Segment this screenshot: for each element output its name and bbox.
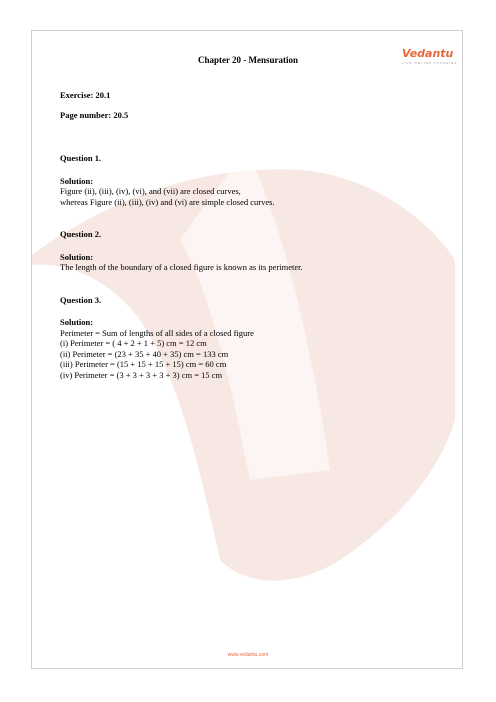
solution-label: Solution: [60,317,94,327]
question-heading: Question 3. [60,294,102,305]
question-block-3 [60,295,440,381]
exercise-label: Exercise: 20.1 [60,90,111,100]
chapter-title: Chapter 20 - Mensuration [197,55,299,65]
solution-line: (ii) Perimeter = (23 + 35 + 40 + 35) cm = 133 cm [60,348,229,359]
document-content [60,90,440,380]
logo-text: Vedantu [402,47,454,60]
logo-tagline: LIVE ONLINE TUTORING [402,61,458,65]
solution-line: (i) Perimeter = ( 4 + 2 + 1 + 5) cm = 12 cm [60,338,207,348]
vedantu-logo [402,48,462,74]
page-number-label: Page number: 20.5 [60,109,129,120]
solution-line: The length of the boundary of a closed figure is known as its perimeter. [60,262,303,272]
question-block-2 [60,229,440,273]
solution-line: Perimeter = Sum of lengths of all sides of a closed figure [60,327,254,338]
solution-label: Solution: [60,251,94,262]
footer-url[interactable]: www.vedantu.com [227,652,269,658]
question-block-1 [60,153,440,207]
solution-line: whereas Figure (ii), (iii), (iv) and (vi) are simple closed curves. [60,196,275,207]
question-heading: Question 1. [60,153,102,163]
solution-line: (iv) Perimeter = (3 + 3 + 3 + 3 + 3) cm = 15 cm [60,369,223,380]
solution-line: Figure (ii), (iii), (iv), (vi), and (vii) are closed curves, [60,186,241,196]
solution-label: Solution: [60,175,94,186]
solution-line: (iii) Perimeter = (15 + 15 + 15 + 15) cm = 60 cm [60,359,227,369]
question-heading: Question 2. [60,229,102,239]
